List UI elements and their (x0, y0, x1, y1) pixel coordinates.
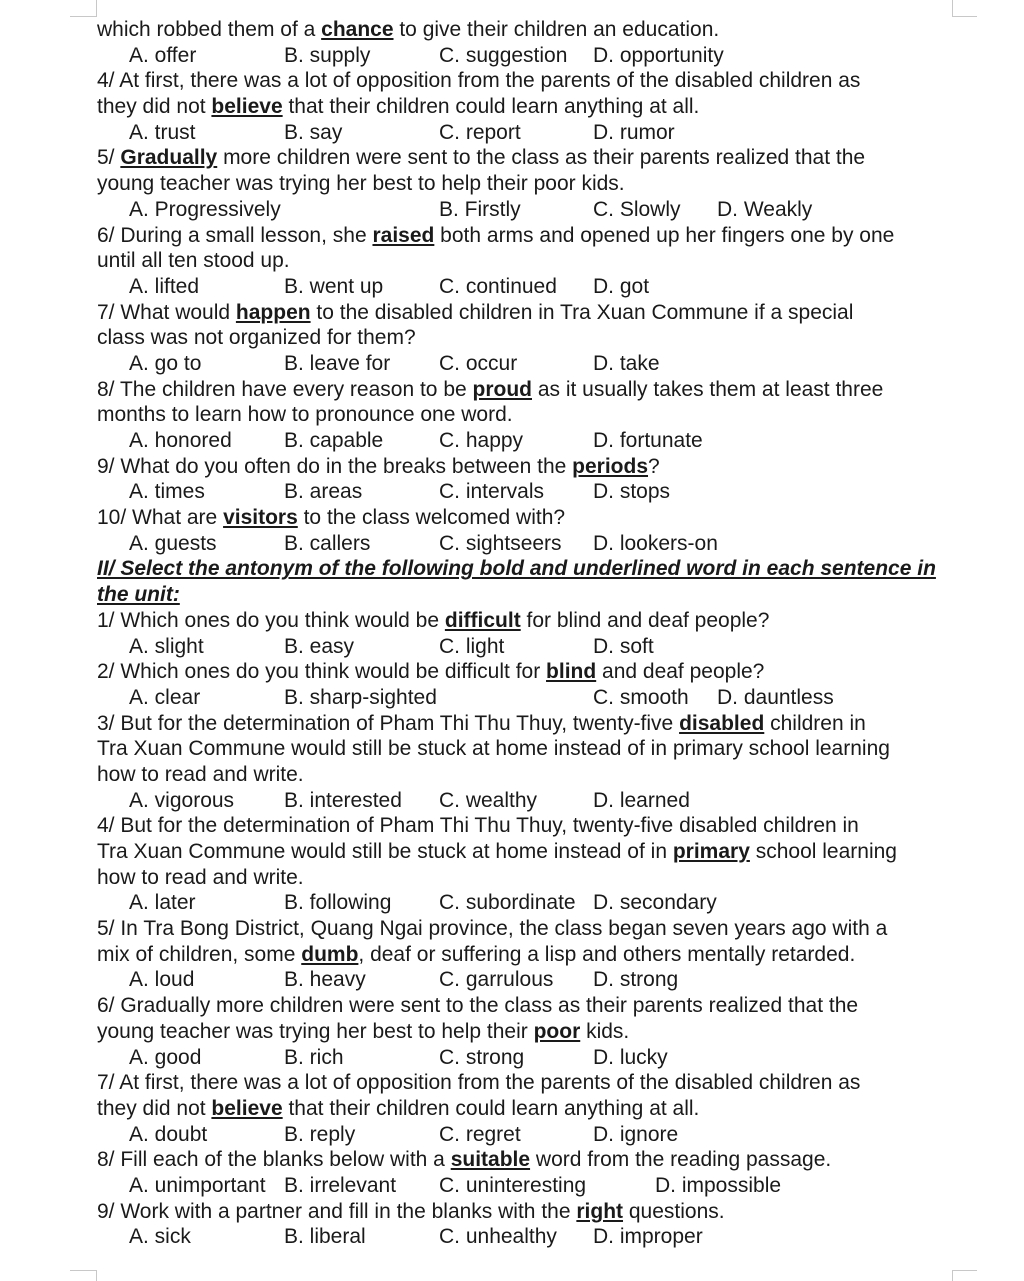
question-text: 6/ Gradually more children were sent to the class as their parents realized that the (97, 994, 859, 1018)
question-text: more children were sent to the class as their parents realized that the (217, 146, 866, 170)
answer-option: C. strong (439, 1045, 525, 1069)
answer-option: A. honored (129, 429, 232, 452)
question-item (97, 813, 952, 916)
key-word (445, 609, 521, 632)
key-word-text: raised (372, 223, 435, 247)
key-word-text: right (576, 1199, 624, 1223)
answer-option: B. irrelevant (284, 1173, 397, 1197)
question-item (97, 17, 952, 68)
answer-options (97, 967, 952, 993)
question-text: 5/ In Tra Bong District, Quang Ngai province, the class began seven years ago with a (97, 917, 888, 941)
answer-option: B. areas (284, 480, 363, 504)
answer-option: D. ignore (593, 1122, 679, 1146)
question-text: class was not organized for them? (97, 326, 416, 350)
answer-options (97, 1224, 952, 1250)
question-text: Tra Xuan Commune would still be stuck at home instead of in primary school learning (97, 737, 890, 761)
answer-option: D. stops (593, 480, 671, 504)
question-text: 4/ At first, there was a lot of opposition from the parents of the disabled children as (97, 69, 861, 93)
question-item (97, 505, 952, 556)
question-text: how to read and write. (97, 762, 304, 786)
answer-option: A. unimportant (129, 1173, 266, 1197)
key-word (372, 224, 434, 247)
answer-options (97, 890, 952, 916)
answer-option: B. went up (284, 274, 384, 298)
answer-option: D. impossible (655, 1173, 782, 1197)
answer-option: B. easy (284, 634, 355, 658)
key-word (473, 378, 532, 401)
page-corner-mark-top-right (952, 0, 977, 17)
answer-option: D. improper (593, 1225, 703, 1249)
question-item (97, 1147, 952, 1198)
section-heading (97, 556, 952, 607)
answer-option: C. suggestion (439, 43, 568, 67)
section-heading-text: the unit: (97, 583, 180, 607)
page-corner-mark-bottom-left (70, 1270, 97, 1281)
answer-options (97, 274, 952, 300)
answer-options (97, 197, 952, 223)
question-line (97, 659, 952, 685)
answer-options (97, 1122, 952, 1148)
question-line (97, 993, 952, 1019)
question-line (97, 325, 952, 351)
question-text: for blind and deaf people? (520, 608, 770, 632)
answer-option: B. Firstly (439, 197, 521, 221)
answer-option: D. Weakly (717, 197, 813, 221)
question-item (97, 993, 952, 1070)
answer-option: A. trust (129, 120, 196, 144)
answer-option: C. wealthy (439, 788, 538, 812)
question-item (97, 454, 952, 505)
question-line (97, 762, 952, 788)
question-text: that their children could learn anything at all. (282, 1096, 700, 1120)
question-text: children in (764, 711, 866, 735)
answer-options (97, 428, 952, 454)
answer-option: B. sharp-sighted (284, 685, 437, 709)
key-word-text: periods (572, 454, 649, 478)
key-word-text: primary (672, 840, 750, 863)
answer-option: A. slight (129, 634, 204, 658)
key-word-text: chance (321, 18, 394, 41)
answer-option: C. happy (439, 429, 524, 452)
question-text: 7/ What would (97, 300, 236, 324)
answer-option: A. clear (129, 685, 201, 709)
question-text: they did not (97, 1096, 212, 1120)
question-item (97, 1070, 952, 1147)
key-word (321, 18, 393, 41)
question-text: 4/ But for the determination of Pham Thi Thu Thuy, twenty-five disabled children in (97, 814, 859, 838)
question-line (97, 865, 952, 891)
answer-options (97, 685, 952, 711)
key-word-text: Gradually (120, 146, 218, 170)
answer-option: B. supply (284, 43, 371, 67)
question-line (97, 1199, 952, 1225)
question-line (97, 1096, 952, 1122)
question-text: which robbed them of a (97, 18, 322, 41)
answer-option: C. sightseers (439, 531, 562, 555)
question-line (97, 377, 952, 403)
question-item (97, 711, 952, 814)
answer-option: B. following (284, 891, 392, 915)
key-word (211, 1097, 282, 1120)
answer-option: D. soft (593, 634, 654, 658)
answer-options (97, 479, 952, 505)
question-line (97, 736, 952, 762)
key-word (546, 660, 596, 683)
answer-option: B. leave for (284, 351, 391, 375)
question-text: word from the reading passage. (530, 1148, 832, 1172)
question-text: school learning (749, 840, 897, 863)
question-line (97, 223, 952, 249)
question-text: young teacher was trying her best to help their poor kids. (97, 172, 625, 196)
answer-option: D. learned (593, 788, 690, 812)
question-text: kids. (580, 1019, 630, 1043)
answer-option: C. smooth (593, 685, 689, 709)
page-corner-mark-top-left (70, 0, 97, 17)
question-text: 10/ What are (97, 506, 224, 530)
key-word-text: dumb (301, 942, 359, 966)
answer-option: D. fortunate (593, 429, 703, 452)
question-item (97, 1199, 952, 1250)
question-text: to the class welcomed with? (297, 506, 566, 530)
question-line (97, 94, 952, 120)
key-word-text: poor (533, 1019, 581, 1043)
key-word-text: believe (211, 1096, 283, 1120)
section-heading-line (97, 556, 952, 582)
question-text: both arms and opened up her fingers one by one (434, 223, 895, 247)
question-text: Tra Xuan Commune would still be stuck at home instead of in (97, 840, 673, 863)
answer-option: B. capable (284, 429, 384, 452)
question-text: 9/ Work with a partner and fill in the blanks with the (97, 1199, 577, 1223)
answer-option: B. say (284, 120, 343, 144)
answer-option: A. guests (129, 531, 217, 555)
question-text: 8/ Fill each of the blanks below with a (97, 1148, 451, 1172)
key-word (223, 506, 298, 529)
question-text: 9/ What do you often do in the breaks between the (97, 454, 573, 478)
question-text: questions. (623, 1199, 725, 1223)
key-word (534, 1020, 581, 1043)
question-text: 1/ Which ones do you think would be (97, 608, 445, 632)
answer-option: D. got (593, 274, 650, 298)
answer-options (97, 634, 952, 660)
key-word-text: blind (546, 660, 597, 684)
answer-option: D. strong (593, 968, 679, 992)
question-line (97, 300, 952, 326)
answer-option: C. Slowly (593, 197, 681, 221)
question-item (97, 223, 952, 300)
answer-option: A. times (129, 480, 205, 504)
answer-option: B. heavy (284, 968, 366, 992)
page-corner-mark-bottom-right (952, 1270, 977, 1281)
answer-options (97, 43, 952, 69)
answer-options (97, 351, 952, 377)
question-line (97, 608, 952, 634)
key-word (301, 943, 358, 966)
question-text: young teacher was trying her best to help their (97, 1019, 534, 1043)
key-word-text: visitors (223, 506, 298, 530)
question-line (97, 839, 952, 865)
key-word (236, 301, 311, 324)
answer-option: D. lucky (593, 1045, 668, 1069)
answer-option: B. rich (284, 1045, 344, 1069)
answer-option: D. take (593, 351, 660, 375)
answer-option: C. report (439, 120, 521, 144)
question-text: until all ten stood up. (97, 249, 290, 273)
answer-option: C. light (439, 634, 505, 658)
question-line (97, 711, 952, 737)
question-text: how to read and write. (97, 865, 304, 889)
answer-option: D. opportunity (593, 43, 724, 67)
key-word-text: believe (211, 95, 283, 119)
answer-option: B. interested (284, 788, 402, 812)
answer-options (97, 531, 952, 557)
question-text: to give their children an education. (393, 18, 720, 41)
answer-option: B. reply (284, 1122, 356, 1146)
key-word (211, 95, 282, 118)
key-word (679, 712, 764, 735)
answer-option: C. continued (439, 274, 557, 298)
answer-option: A. sick (129, 1225, 191, 1249)
answer-options (97, 120, 952, 146)
answer-option: A. lifted (129, 274, 200, 298)
key-word (576, 1200, 623, 1223)
worksheet-document (97, 17, 952, 1250)
key-word (120, 146, 217, 169)
section-heading-text: II/ Select the antonym of the following bold and underlined word in each sentence in (97, 557, 936, 581)
question-item (97, 377, 952, 454)
question-text: 7/ At first, there was a lot of opposition from the parents of the disabled children as (97, 1071, 861, 1095)
question-item (97, 68, 952, 145)
question-line (97, 454, 952, 480)
question-line (97, 68, 952, 94)
question-line (97, 402, 952, 428)
answer-option: A. doubt (129, 1122, 208, 1146)
answer-options (97, 1173, 952, 1199)
answer-option: A. offer (129, 43, 197, 67)
question-text: and deaf people? (596, 660, 765, 684)
question-text: ? (648, 454, 660, 478)
answer-option: C. regret (439, 1122, 521, 1146)
question-text: 5/ (97, 146, 121, 170)
key-word-text: happen (235, 300, 311, 324)
question-line (97, 1147, 952, 1173)
answer-option: D. secondary (593, 891, 717, 915)
question-line (97, 1019, 952, 1045)
question-text: 3/ But for the determination of Pham Thi Thu Thuy, twenty-five (97, 711, 680, 735)
answer-option: A. later (129, 891, 196, 915)
question-line (97, 916, 952, 942)
question-text: they did not (97, 95, 212, 119)
question-line (97, 17, 952, 43)
answer-option: A. good (129, 1045, 202, 1069)
question-text: months to learn how to pronounce one word. (97, 403, 513, 427)
question-line (97, 1070, 952, 1096)
answer-option: D. dauntless (717, 685, 834, 709)
answer-option: A. loud (129, 968, 195, 992)
question-item (97, 300, 952, 377)
answer-option: A. vigorous (129, 788, 235, 812)
answer-options (97, 1045, 952, 1071)
key-word (673, 840, 750, 863)
section-heading-line (97, 582, 952, 608)
question-item (97, 608, 952, 659)
question-text: to the disabled children in Tra Xuan Commune if a special (310, 300, 854, 324)
question-line (97, 248, 952, 274)
answer-option: C. unhealthy (439, 1225, 557, 1249)
question-text: that their children could learn anything at all. (282, 95, 700, 119)
question-line (97, 942, 952, 968)
question-line (97, 505, 952, 531)
answer-options (97, 788, 952, 814)
answer-option: B. callers (284, 531, 371, 555)
key-word-text: difficult (444, 608, 521, 632)
answer-option: C. garrulous (439, 968, 554, 992)
key-word (451, 1148, 530, 1171)
answer-option: D. rumor (593, 120, 675, 144)
question-text: 2/ Which ones do you think would be difficult for (97, 660, 547, 684)
question-item (97, 916, 952, 993)
key-word (572, 455, 648, 478)
key-word-text: suitable (450, 1148, 531, 1172)
answer-option: C. uninteresting (439, 1173, 587, 1197)
answer-option: C. occur (439, 351, 518, 375)
answer-option: A. go to (129, 351, 202, 375)
answer-option: A. Progressively (129, 197, 281, 221)
question-line (97, 171, 952, 197)
question-item (97, 145, 952, 222)
question-text: as it usually takes them at least three (532, 377, 884, 401)
question-text: 8/ The children have every reason to be (97, 377, 473, 401)
question-line (97, 813, 952, 839)
answer-option: C. subordinate (439, 891, 576, 915)
key-word-text: disabled (679, 711, 765, 735)
question-text: , deaf or suffering a lisp and others mentally retarded. (358, 942, 856, 966)
answer-option: C. intervals (439, 480, 545, 504)
question-text: 6/ During a small lesson, she (97, 223, 373, 247)
answer-option: D. lookers-on (593, 531, 718, 555)
question-item (97, 659, 952, 710)
key-word-text: proud (472, 377, 532, 401)
question-text: mix of children, some (97, 942, 302, 966)
answer-option: B. liberal (284, 1225, 366, 1249)
question-line (97, 145, 952, 171)
